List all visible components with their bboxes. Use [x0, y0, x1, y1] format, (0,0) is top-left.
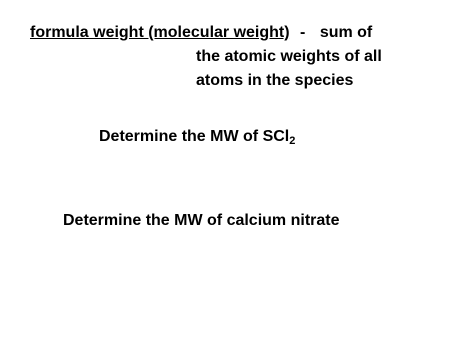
question-scl2: [99, 127, 295, 147]
definition-line-2: [196, 47, 382, 67]
definition-text-1: sum of: [319, 24, 373, 41]
definition-line-3: [196, 71, 353, 91]
question-calcium-nitrate: [63, 211, 340, 231]
question-scl2-subscript: 2: [289, 135, 296, 147]
definition-term: formula weight (molecular weight): [30, 24, 290, 41]
definition-dash: -: [300, 24, 306, 41]
definition-line-1: [30, 23, 372, 43]
question-calcium-nitrate-text: Determine the MW of calcium nitrate: [63, 212, 340, 229]
definition-text-2: the atomic weights of all: [196, 48, 382, 65]
question-scl2-text: Determine the MW of SCl: [99, 128, 290, 145]
definition-text-3: atoms in the species: [196, 72, 354, 89]
